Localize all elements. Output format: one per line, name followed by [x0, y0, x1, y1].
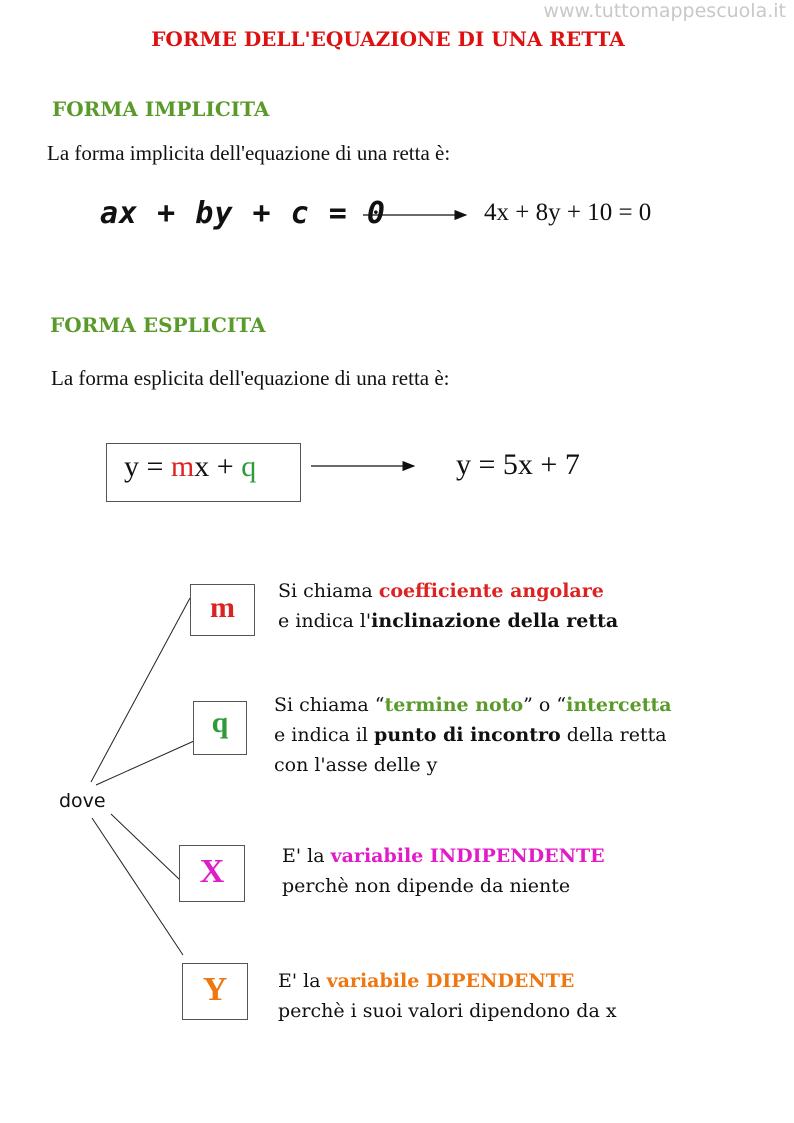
y-letter: Y — [202, 971, 228, 1008]
dove-label: dove — [59, 790, 106, 812]
m-letter: m — [210, 591, 235, 624]
watermark: www.tuttomappescuola.it — [543, 0, 786, 22]
q-box — [193, 701, 247, 755]
line-to-x — [111, 814, 180, 880]
y-description: E' la variabile DIPENDENTE perchè i suoi valori dipendono da x — [278, 970, 617, 1022]
page-title: FORME DELL'EQUAZIONE DI UNA RETTA — [151, 27, 625, 51]
explicit-heading: FORMA ESPLICITA — [50, 313, 266, 337]
q-description: Si chiama “termine noto” o “intercetta e indica il punto di incontro della retta con l'asse delle y — [274, 694, 672, 776]
formula-y: y = — [124, 450, 171, 483]
implicit-formula: ax + by + c = 0 — [100, 196, 386, 231]
y-box — [182, 963, 248, 1020]
formula-m: m — [170, 450, 195, 483]
formula-q: q — [241, 450, 257, 483]
x-description: E' la variabile INDIPENDENTE perchè non dipende da niente — [282, 845, 605, 897]
implicit-heading: FORMA IMPLICITA — [52, 97, 270, 121]
line-to-y — [92, 818, 183, 955]
line-to-q — [96, 741, 194, 785]
line-to-m — [91, 598, 190, 782]
formula-mid: x + — [194, 450, 242, 483]
implicit-example: 4x + 8y + 10 = 0 — [484, 199, 652, 226]
q-letter: q — [211, 706, 229, 739]
x-letter: X — [199, 853, 225, 890]
explicit-example: y = 5x + 7 — [456, 448, 580, 481]
implicit-intro: La forma implicita dell'equazione di una retta è: — [47, 141, 451, 165]
m-box — [190, 584, 255, 636]
explicit-intro: La forma esplicita dell'equazione di una retta è: — [51, 366, 450, 390]
x-box — [179, 845, 245, 902]
m-description: Si chiama coefficiente angolare e indica l'inclinazione della retta — [278, 580, 619, 632]
